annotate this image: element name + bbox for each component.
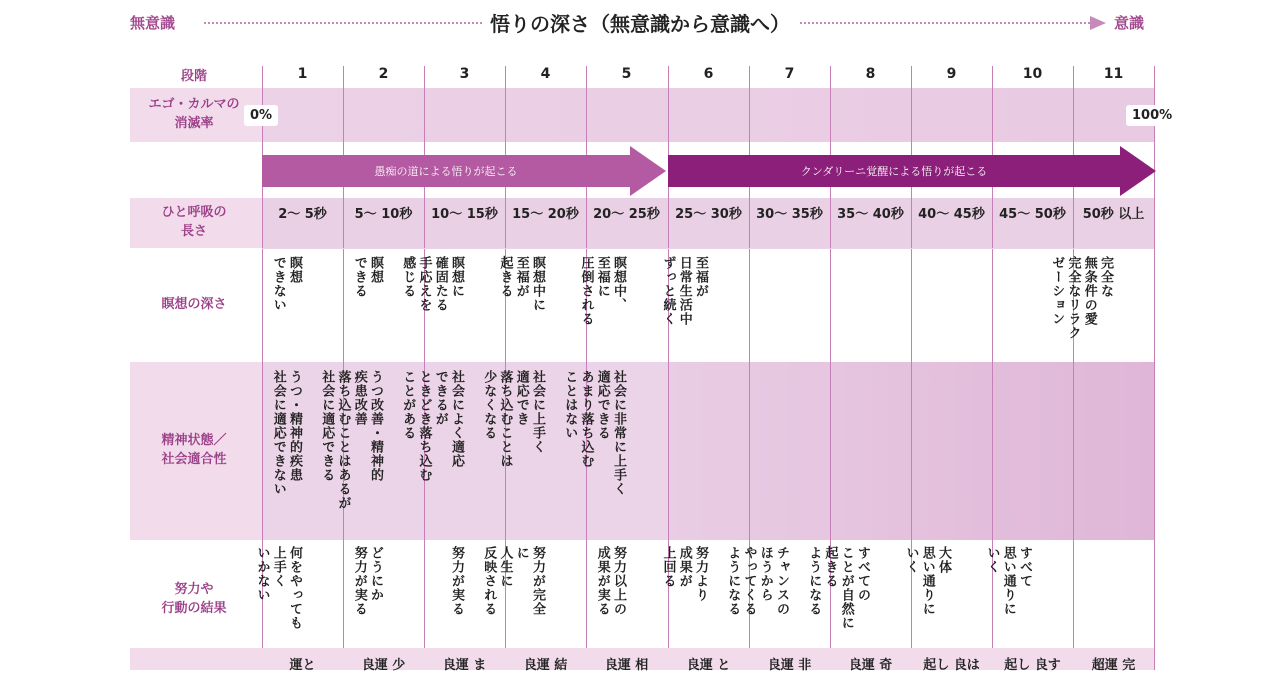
second-awakening-arrow-label: クンダリーニ覚醒による悟りが起こる	[668, 155, 1120, 187]
effort-cell: すべて 思い通りに いく	[984, 546, 1032, 616]
stage-number: 1	[297, 66, 308, 82]
row-label-meditation: 瞑想の深さ	[161, 296, 227, 312]
header-dotted-line	[204, 22, 1094, 24]
ego-row-background	[262, 88, 1154, 142]
mental-cell: 社会によく適応 できるが ときどき落ち込む ことがある	[400, 370, 464, 482]
mental-cell: うつ改善・精神的 疾患改善 落ち込むことはあるが 社会に適応できる	[319, 370, 383, 510]
row-label-ego: エゴ・カルマの 消滅率	[148, 97, 240, 131]
row-label-effort: 努力や 行動の結果	[161, 582, 227, 616]
header-arrow-head-icon	[1090, 16, 1106, 30]
breath-cell: 35〜 40秒	[837, 207, 904, 222]
stage-number: 8	[865, 66, 876, 82]
breath-cell: 50秒 以上	[1082, 207, 1145, 222]
breath-cell: 2〜 5秒	[278, 207, 327, 222]
meditation-cell: 至福が 日常生活中 ずっと続く	[660, 256, 708, 326]
meditation-cell: 完全な 無条件の愛 完全なリラク ゼーション	[1049, 256, 1113, 340]
breath-cell: 15〜 20秒	[512, 207, 579, 222]
breath-cell: 30〜 35秒	[756, 207, 823, 222]
ego-end-percent: 100%	[1126, 105, 1178, 126]
effort-cell: 努力以上の 成果が実る	[594, 546, 626, 616]
breath-cell: 25〜 30秒	[675, 207, 742, 222]
breath-cell: 40〜 45秒	[918, 207, 985, 222]
meditation-cell: 瞑想 できない	[270, 256, 302, 312]
breath-cell: 20〜 25秒	[593, 207, 660, 222]
meditation-cell: 瞑想中、 至福に 圧倒される	[578, 256, 626, 326]
effort-cell: 努力より 成果が 上回る	[660, 546, 708, 602]
luck-cell: 超運 完	[1091, 658, 1136, 673]
meditation-cell: 瞑想 できる	[351, 256, 383, 298]
effort-cell: 何をやっても 上手く いかない	[254, 546, 302, 630]
luck-cell: 良運 結	[523, 658, 568, 673]
luck-cell: 良運 奇	[848, 658, 893, 673]
effort-cell: すべての ことが自然に 起きる ようになる	[806, 546, 870, 630]
ego-start-percent: 0%	[244, 105, 278, 126]
effort-cell: 努力が実る	[449, 546, 464, 616]
luck-cell: 良運 相	[604, 658, 649, 673]
effort-cell: どうにか 努力が実る	[351, 546, 383, 616]
breath-cell: 45〜 50秒	[999, 207, 1066, 222]
stage-number: 6	[703, 66, 714, 82]
luck-cell: 良運 少	[361, 658, 406, 673]
mental-cell: 社会に非常に上手く 適応できる あまり落ち込む ことはない	[562, 370, 626, 496]
effort-cell: チャンスの ほうから やってくる ようになる	[725, 546, 789, 616]
luck-cell: 起し 良は	[923, 658, 980, 673]
luck-cell: 運と	[289, 658, 316, 673]
first-arrow-head-icon	[630, 146, 666, 196]
second-arrow-head-icon	[1120, 146, 1156, 196]
row-label-stage: 段階	[180, 68, 207, 84]
header-left-label: 無意識	[130, 14, 176, 32]
breath-cell: 5〜 10秒	[354, 207, 413, 222]
stage-number: 4	[540, 66, 551, 82]
row-divider	[262, 248, 1154, 249]
luck-cell: 起し 良す	[1004, 658, 1061, 673]
stage-number: 11	[1103, 66, 1124, 82]
first-awakening-arrow-label: 愚痴の道による悟りが起こる	[262, 155, 630, 187]
mental-cell: うつ・精神的疾患 社会に適応できない	[270, 370, 302, 496]
row-label-breath: ひと呼吸の 長さ	[161, 205, 227, 239]
effort-cell: 努力が完全 に 人生に 反映される	[481, 546, 545, 616]
luck-cell: 良運 非	[767, 658, 812, 673]
meditation-cell: 瞑想中に 至福が 起きる	[497, 256, 545, 312]
stage-number: 5	[621, 66, 632, 82]
stage-number: 10	[1022, 66, 1043, 82]
header-right-label: 意識	[1114, 14, 1145, 32]
stage-number: 9	[946, 66, 957, 82]
luck-cell: 良運 ま	[442, 658, 487, 673]
effort-cell: 大体 思い通りに いく	[903, 546, 951, 616]
stage-number: 2	[378, 66, 389, 82]
breath-cell: 10〜 15秒	[431, 207, 498, 222]
meditation-cell: 瞑想に 確固たる 手応えを 感じる	[400, 256, 464, 312]
luck-cell: 良運 と	[686, 658, 731, 673]
row-label-mental: 精神状態／ 社会適合性	[161, 433, 227, 467]
stage-number: 3	[459, 66, 470, 82]
mental-cell: 社会に上手く 適応でき 落ち込むことは 少なくなる	[481, 370, 545, 468]
stage-number: 7	[784, 66, 795, 82]
page-title: 悟りの深さ（無意識から意識へ）	[482, 12, 798, 36]
